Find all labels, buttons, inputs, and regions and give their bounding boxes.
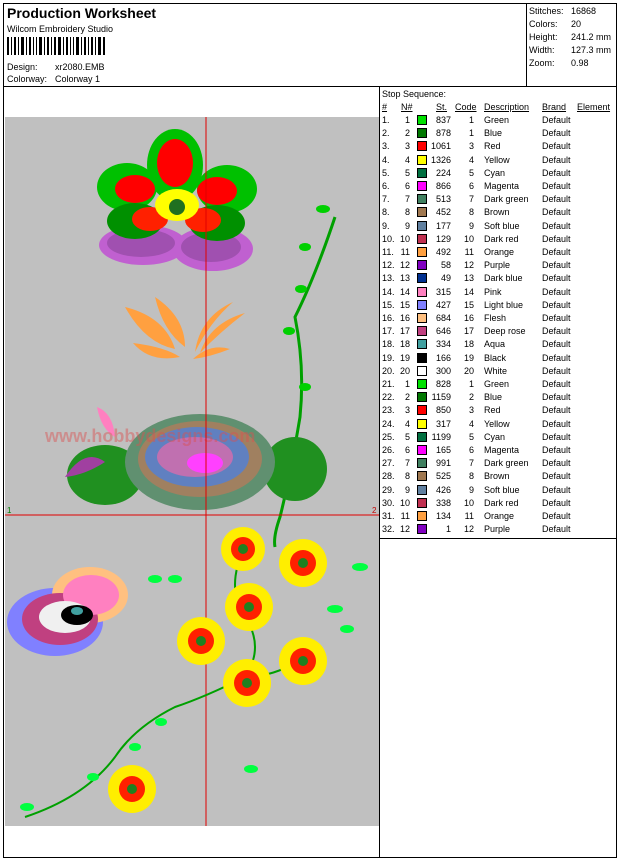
row-number: 26. xyxy=(382,445,395,455)
row-needle: 6 xyxy=(404,445,410,455)
row-brand: Default xyxy=(542,339,571,350)
stop-sequence-row xyxy=(380,405,616,418)
thread-color-swatch xyxy=(417,405,427,415)
row-needle: 10 xyxy=(399,497,410,508)
row-description: Blue xyxy=(484,128,503,139)
row-stitches: 492 xyxy=(435,247,451,257)
row-stitches: 58 xyxy=(440,260,451,271)
colorway-value: Colorway 1 xyxy=(55,74,101,84)
row-brand: Default xyxy=(542,194,571,205)
row-needle: 2 xyxy=(404,128,410,139)
stop-sequence-row xyxy=(380,313,616,326)
row-brand: Default xyxy=(542,286,571,297)
row-needle: 3 xyxy=(404,141,410,152)
colorway-line xyxy=(7,74,100,84)
embroidery-design-canvas xyxy=(5,117,379,826)
row-description: Cyan xyxy=(484,167,506,178)
row-brand: Default xyxy=(542,313,571,323)
row-brand: Default xyxy=(542,207,571,218)
row-brand: Default xyxy=(542,365,571,376)
row-stitches: 334 xyxy=(435,339,451,350)
thread-color-swatch xyxy=(417,260,427,270)
row-code: 4 xyxy=(468,418,474,429)
thread-color-swatch xyxy=(417,207,427,217)
row-needle: 3 xyxy=(404,405,410,416)
row-number: 24. xyxy=(382,418,395,429)
row-stitches: 991 xyxy=(435,458,451,469)
row-description: Dark blue xyxy=(484,273,523,284)
row-brand: Default xyxy=(542,431,571,442)
row-description: Red xyxy=(484,405,501,416)
thread-color-swatch xyxy=(417,300,427,310)
row-brand: Default xyxy=(542,418,571,429)
row-description: Magenta xyxy=(484,445,520,455)
stop-sequence-row xyxy=(380,141,616,154)
thread-color-swatch xyxy=(417,115,427,125)
stop-sequence-row xyxy=(380,115,616,128)
stat-value: 0.98 xyxy=(571,58,589,68)
row-brand: Default xyxy=(542,299,571,310)
row-description: Brown xyxy=(484,471,510,482)
stat-label: Colors: xyxy=(529,19,558,29)
row-description: Cyan xyxy=(484,431,506,442)
design-filename: xr2080.EMB xyxy=(55,62,105,72)
row-number: 31. xyxy=(382,511,395,521)
row-stitches: 166 xyxy=(435,352,451,363)
row-brand: Default xyxy=(542,458,571,469)
stop-sequence-row xyxy=(380,300,616,313)
row-stitches: 452 xyxy=(435,207,451,218)
stop-sequence-row xyxy=(380,485,616,498)
stat-colors xyxy=(529,19,581,29)
row-needle: 9 xyxy=(404,484,410,495)
col-brand: Brand xyxy=(542,102,567,112)
row-stitches: 525 xyxy=(435,471,451,482)
row-needle: 13 xyxy=(399,273,410,284)
row-code: 19 xyxy=(463,352,474,363)
row-number: 1. xyxy=(382,115,390,125)
row-brand: Default xyxy=(542,392,571,403)
stat-label: Zoom: xyxy=(529,58,555,68)
row-description: Green xyxy=(484,379,510,389)
row-number: 21. xyxy=(382,379,395,389)
row-brand: Default xyxy=(542,511,571,521)
row-stitches: 317 xyxy=(435,418,451,429)
stop-sequence-title: Stop Sequence: xyxy=(382,89,447,99)
row-code: 5 xyxy=(468,431,474,442)
row-needle: 6 xyxy=(404,181,410,191)
row-stitches: 315 xyxy=(435,286,451,297)
row-brand: Default xyxy=(542,273,571,284)
row-stitches: 134 xyxy=(435,511,451,521)
row-needle: 12 xyxy=(399,524,410,535)
stat-stitches xyxy=(529,6,596,16)
barcode xyxy=(7,37,107,55)
row-number: 22. xyxy=(382,392,395,403)
row-code: 15 xyxy=(463,299,474,310)
row-stitches: 427 xyxy=(435,299,451,310)
row-code: 6 xyxy=(468,445,474,455)
thread-color-swatch xyxy=(417,194,427,204)
design-label: Design: xyxy=(7,62,38,72)
row-code: 8 xyxy=(468,471,474,482)
row-code: 12 xyxy=(463,524,474,535)
row-brand: Default xyxy=(542,141,571,152)
stat-value: 127.3 mm xyxy=(571,45,612,55)
stop-sequence-row xyxy=(380,207,616,220)
stop-sequence-row xyxy=(380,511,616,524)
stop-sequence-row xyxy=(380,260,616,273)
thread-color-swatch xyxy=(417,511,427,521)
row-needle: 11 xyxy=(400,511,410,521)
thread-color-swatch xyxy=(417,485,427,495)
row-description: Soft blue xyxy=(484,484,520,495)
row-brand: Default xyxy=(542,524,571,535)
stop-sequence-row xyxy=(380,498,616,511)
row-needle: 19 xyxy=(399,352,410,363)
row-stitches: 1199 xyxy=(431,431,451,442)
stop-sequence-row xyxy=(380,234,616,247)
row-needle: 20 xyxy=(399,365,410,376)
row-number: 13. xyxy=(382,273,395,284)
row-needle: 10 xyxy=(399,233,410,244)
stop-sequence-row xyxy=(380,273,616,286)
row-number: 8. xyxy=(382,207,390,218)
stop-sequence-row xyxy=(380,445,616,458)
row-code: 8 xyxy=(468,207,474,218)
stop-sequence-row xyxy=(380,287,616,300)
thread-color-swatch xyxy=(417,221,427,231)
production-worksheet xyxy=(3,3,617,858)
row-brand: Default xyxy=(542,445,571,455)
row-description: Purple xyxy=(484,524,511,535)
row-code: 18 xyxy=(463,339,474,350)
colorway-label: Colorway: xyxy=(7,74,48,84)
row-needle: 16 xyxy=(399,313,410,323)
row-description: Aqua xyxy=(484,339,506,350)
thread-color-swatch xyxy=(417,471,427,481)
row-needle: 18 xyxy=(399,339,410,350)
row-stitches: 177 xyxy=(435,220,451,231)
row-stitches: 866 xyxy=(435,181,451,191)
row-code: 9 xyxy=(468,220,474,231)
row-number: 10. xyxy=(382,233,395,244)
stat-width xyxy=(529,45,611,55)
row-stitches: 646 xyxy=(435,326,451,337)
row-code: 7 xyxy=(468,194,474,205)
design-stats xyxy=(527,4,616,87)
thread-color-swatch xyxy=(417,458,427,468)
thread-color-swatch xyxy=(417,287,427,297)
thread-color-swatch xyxy=(417,339,427,349)
row-number: 7. xyxy=(382,194,390,205)
row-number: 16. xyxy=(382,313,395,323)
stat-label: Width: xyxy=(529,45,555,55)
row-stitches: 129 xyxy=(435,233,451,244)
row-code: 17 xyxy=(463,326,474,337)
thread-color-swatch xyxy=(417,168,427,178)
row-brand: Default xyxy=(542,497,571,508)
row-stitches: 224 xyxy=(435,167,451,178)
row-code: 12 xyxy=(463,260,474,271)
stop-sequence-row xyxy=(380,247,616,260)
row-stitches: 1061 xyxy=(430,141,451,152)
stop-sequence-row xyxy=(380,379,616,392)
row-number: 11. xyxy=(382,247,394,257)
row-number: 15. xyxy=(382,299,395,310)
row-needle: 11 xyxy=(400,247,410,257)
row-description: Yellow xyxy=(484,418,510,429)
row-brand: Default xyxy=(542,260,571,271)
stat-height xyxy=(529,32,611,42)
row-code: 7 xyxy=(468,458,474,469)
company-name: Wilcom Embroidery Studio xyxy=(7,24,114,34)
row-description: Orange xyxy=(484,247,515,257)
thread-color-swatch xyxy=(417,155,427,165)
design-preview-panel xyxy=(4,87,380,857)
row-brand: Default xyxy=(542,405,571,416)
row-brand: Default xyxy=(542,220,571,231)
row-code: 14 xyxy=(463,286,474,297)
row-needle: 8 xyxy=(404,471,410,482)
guide-marker-right: 2 xyxy=(372,506,377,515)
row-code: 1 xyxy=(468,128,474,139)
row-needle: 1 xyxy=(404,379,410,389)
row-description: Flesh xyxy=(484,313,507,323)
stat-value: 20 xyxy=(571,19,582,29)
row-number: 28. xyxy=(382,471,395,482)
thread-color-swatch xyxy=(417,326,427,336)
row-needle: 9 xyxy=(404,220,410,231)
row-number: 4. xyxy=(382,154,390,165)
row-number: 17. xyxy=(382,326,395,337)
row-stitches: 837 xyxy=(435,115,451,125)
row-needle: 14 xyxy=(399,286,410,297)
row-number: 30. xyxy=(382,497,395,508)
row-description: Blue xyxy=(484,392,503,403)
guide-marker-left: 1 xyxy=(7,506,12,515)
row-stitches: 513 xyxy=(435,194,451,205)
stat-zoom xyxy=(529,58,589,68)
row-code: 6 xyxy=(468,181,474,191)
row-brand: Default xyxy=(542,247,571,257)
col-stitches: St. xyxy=(436,102,448,112)
col-element: Element xyxy=(577,102,611,112)
row-code: 11 xyxy=(464,511,474,521)
col-number: # xyxy=(382,102,388,112)
row-needle: 5 xyxy=(404,431,410,442)
row-code: 10 xyxy=(463,233,474,244)
row-description: Brown xyxy=(484,207,510,218)
stop-sequence-row xyxy=(380,326,616,339)
stop-sequence-row xyxy=(380,419,616,432)
thread-color-swatch xyxy=(417,234,427,244)
stat-value: 241.2 mm xyxy=(571,32,612,42)
stop-sequence-row xyxy=(380,339,616,352)
thread-color-swatch xyxy=(417,366,427,376)
stop-sequence-row xyxy=(380,221,616,234)
row-code: 2 xyxy=(468,392,474,403)
thread-color-swatch xyxy=(417,498,427,508)
row-needle: 7 xyxy=(404,194,410,205)
row-needle: 8 xyxy=(404,207,410,218)
row-description: Soft blue xyxy=(484,220,520,231)
thread-color-swatch xyxy=(417,128,427,138)
stop-sequence-row xyxy=(380,194,616,207)
row-number: 6. xyxy=(382,181,390,191)
row-description: Deep rose xyxy=(484,326,526,337)
row-number: 19. xyxy=(382,352,395,363)
row-description: Green xyxy=(484,115,510,125)
row-brand: Default xyxy=(542,181,571,191)
stop-sequence-row xyxy=(380,432,616,445)
col-code: Code xyxy=(455,102,477,112)
stop-sequence-row xyxy=(380,366,616,379)
row-number: 9. xyxy=(382,220,390,231)
row-description: Purple xyxy=(484,260,511,271)
row-number: 27. xyxy=(382,458,395,469)
row-number: 29. xyxy=(382,484,395,495)
row-number: 5. xyxy=(382,167,390,178)
stop-sequence-row xyxy=(380,168,616,181)
row-needle: 15 xyxy=(399,299,410,310)
row-code: 11 xyxy=(464,247,474,257)
thread-color-swatch xyxy=(417,445,427,455)
row-code: 1 xyxy=(468,379,474,389)
row-stitches: 1 xyxy=(445,524,451,535)
thread-color-swatch xyxy=(417,273,427,283)
row-needle: 4 xyxy=(404,154,410,165)
row-stitches: 300 xyxy=(435,365,451,376)
row-brand: Default xyxy=(542,352,571,363)
embroidery-design-image xyxy=(5,117,379,826)
thread-color-swatch xyxy=(417,419,427,429)
row-stitches: 1326 xyxy=(430,154,451,165)
stop-sequence-row xyxy=(380,181,616,194)
thread-color-swatch xyxy=(417,247,427,257)
row-needle: 5 xyxy=(404,167,410,178)
row-description: Red xyxy=(484,141,501,152)
row-code: 3 xyxy=(468,141,474,152)
design-line xyxy=(7,62,105,72)
row-brand: Default xyxy=(542,471,571,482)
watermark: www.hobbydesigns.com xyxy=(45,426,256,446)
row-stitches: 165 xyxy=(435,445,451,455)
row-description: Black xyxy=(484,352,507,363)
worksheet-header xyxy=(4,4,527,87)
thread-color-swatch xyxy=(417,379,427,389)
row-needle: 1 xyxy=(404,115,410,125)
stop-sequence-row xyxy=(380,392,616,405)
row-description: Orange xyxy=(484,511,515,521)
worksheet-title: Production Worksheet xyxy=(7,5,157,21)
col-description: Description xyxy=(484,102,530,112)
thread-color-swatch xyxy=(417,432,427,442)
row-needle: 4 xyxy=(404,418,410,429)
stop-sequence-row xyxy=(380,458,616,471)
row-number: 32. xyxy=(382,524,395,535)
row-code: 3 xyxy=(468,405,474,416)
row-description: Dark green xyxy=(484,458,529,469)
row-brand: Default xyxy=(542,484,571,495)
row-stitches: 828 xyxy=(435,379,451,389)
row-number: 18. xyxy=(382,339,395,350)
row-stitches: 1159 xyxy=(431,392,451,403)
row-brand: Default xyxy=(542,128,571,139)
row-brand: Default xyxy=(542,115,571,125)
row-code: 20 xyxy=(463,365,474,376)
row-stitches: 684 xyxy=(435,313,451,323)
thread-color-swatch xyxy=(417,392,427,402)
row-code: 1 xyxy=(468,115,474,125)
row-number: 25. xyxy=(382,431,395,442)
row-stitches: 426 xyxy=(435,484,451,495)
row-description: Dark red xyxy=(484,497,519,508)
row-number: 14. xyxy=(382,286,395,297)
stop-sequence-row xyxy=(380,471,616,484)
row-number: 20. xyxy=(382,365,395,376)
row-number: 12. xyxy=(382,260,395,271)
row-code: 5 xyxy=(468,167,474,178)
row-code: 16 xyxy=(463,313,474,323)
stop-sequence-row xyxy=(380,155,616,168)
thread-color-swatch xyxy=(417,313,427,323)
row-brand: Default xyxy=(542,326,571,337)
row-number: 3. xyxy=(382,141,390,152)
row-code: 4 xyxy=(468,154,474,165)
row-needle: 2 xyxy=(404,392,410,403)
stop-sequence-panel xyxy=(380,87,616,539)
thread-color-swatch xyxy=(417,141,427,151)
stat-label: Height: xyxy=(529,32,558,42)
thread-color-swatch xyxy=(417,353,427,363)
row-description: Magenta xyxy=(484,181,520,191)
row-description: Light blue xyxy=(484,299,524,310)
row-brand: Default xyxy=(542,379,571,389)
stop-sequence-row xyxy=(380,524,616,537)
row-stitches: 850 xyxy=(435,405,451,416)
row-needle: 7 xyxy=(404,458,410,469)
stat-label: Stitches: xyxy=(529,6,564,16)
row-stitches: 49 xyxy=(440,273,451,284)
stop-sequence-row xyxy=(380,353,616,366)
row-brand: Default xyxy=(542,167,571,178)
stat-value: 16868 xyxy=(571,6,597,16)
row-number: 23. xyxy=(382,405,395,416)
row-needle: 17 xyxy=(399,326,410,337)
col-needle: N# xyxy=(401,102,413,112)
row-code: 10 xyxy=(463,497,474,508)
row-stitches: 878 xyxy=(435,128,451,139)
row-brand: Default xyxy=(542,233,571,244)
row-needle: 12 xyxy=(399,260,410,271)
row-description: Dark red xyxy=(484,233,519,244)
row-description: Dark green xyxy=(484,194,529,205)
thread-color-swatch xyxy=(417,524,427,534)
row-number: 2. xyxy=(382,128,390,139)
row-stitches: 338 xyxy=(435,497,451,508)
row-code: 9 xyxy=(468,484,474,495)
thread-color-swatch xyxy=(417,181,427,191)
row-code: 13 xyxy=(463,273,474,284)
row-brand: Default xyxy=(542,154,571,165)
row-description: Yellow xyxy=(484,154,510,165)
row-description: Pink xyxy=(484,286,502,297)
row-description: White xyxy=(484,365,508,376)
stop-sequence-row xyxy=(380,128,616,141)
